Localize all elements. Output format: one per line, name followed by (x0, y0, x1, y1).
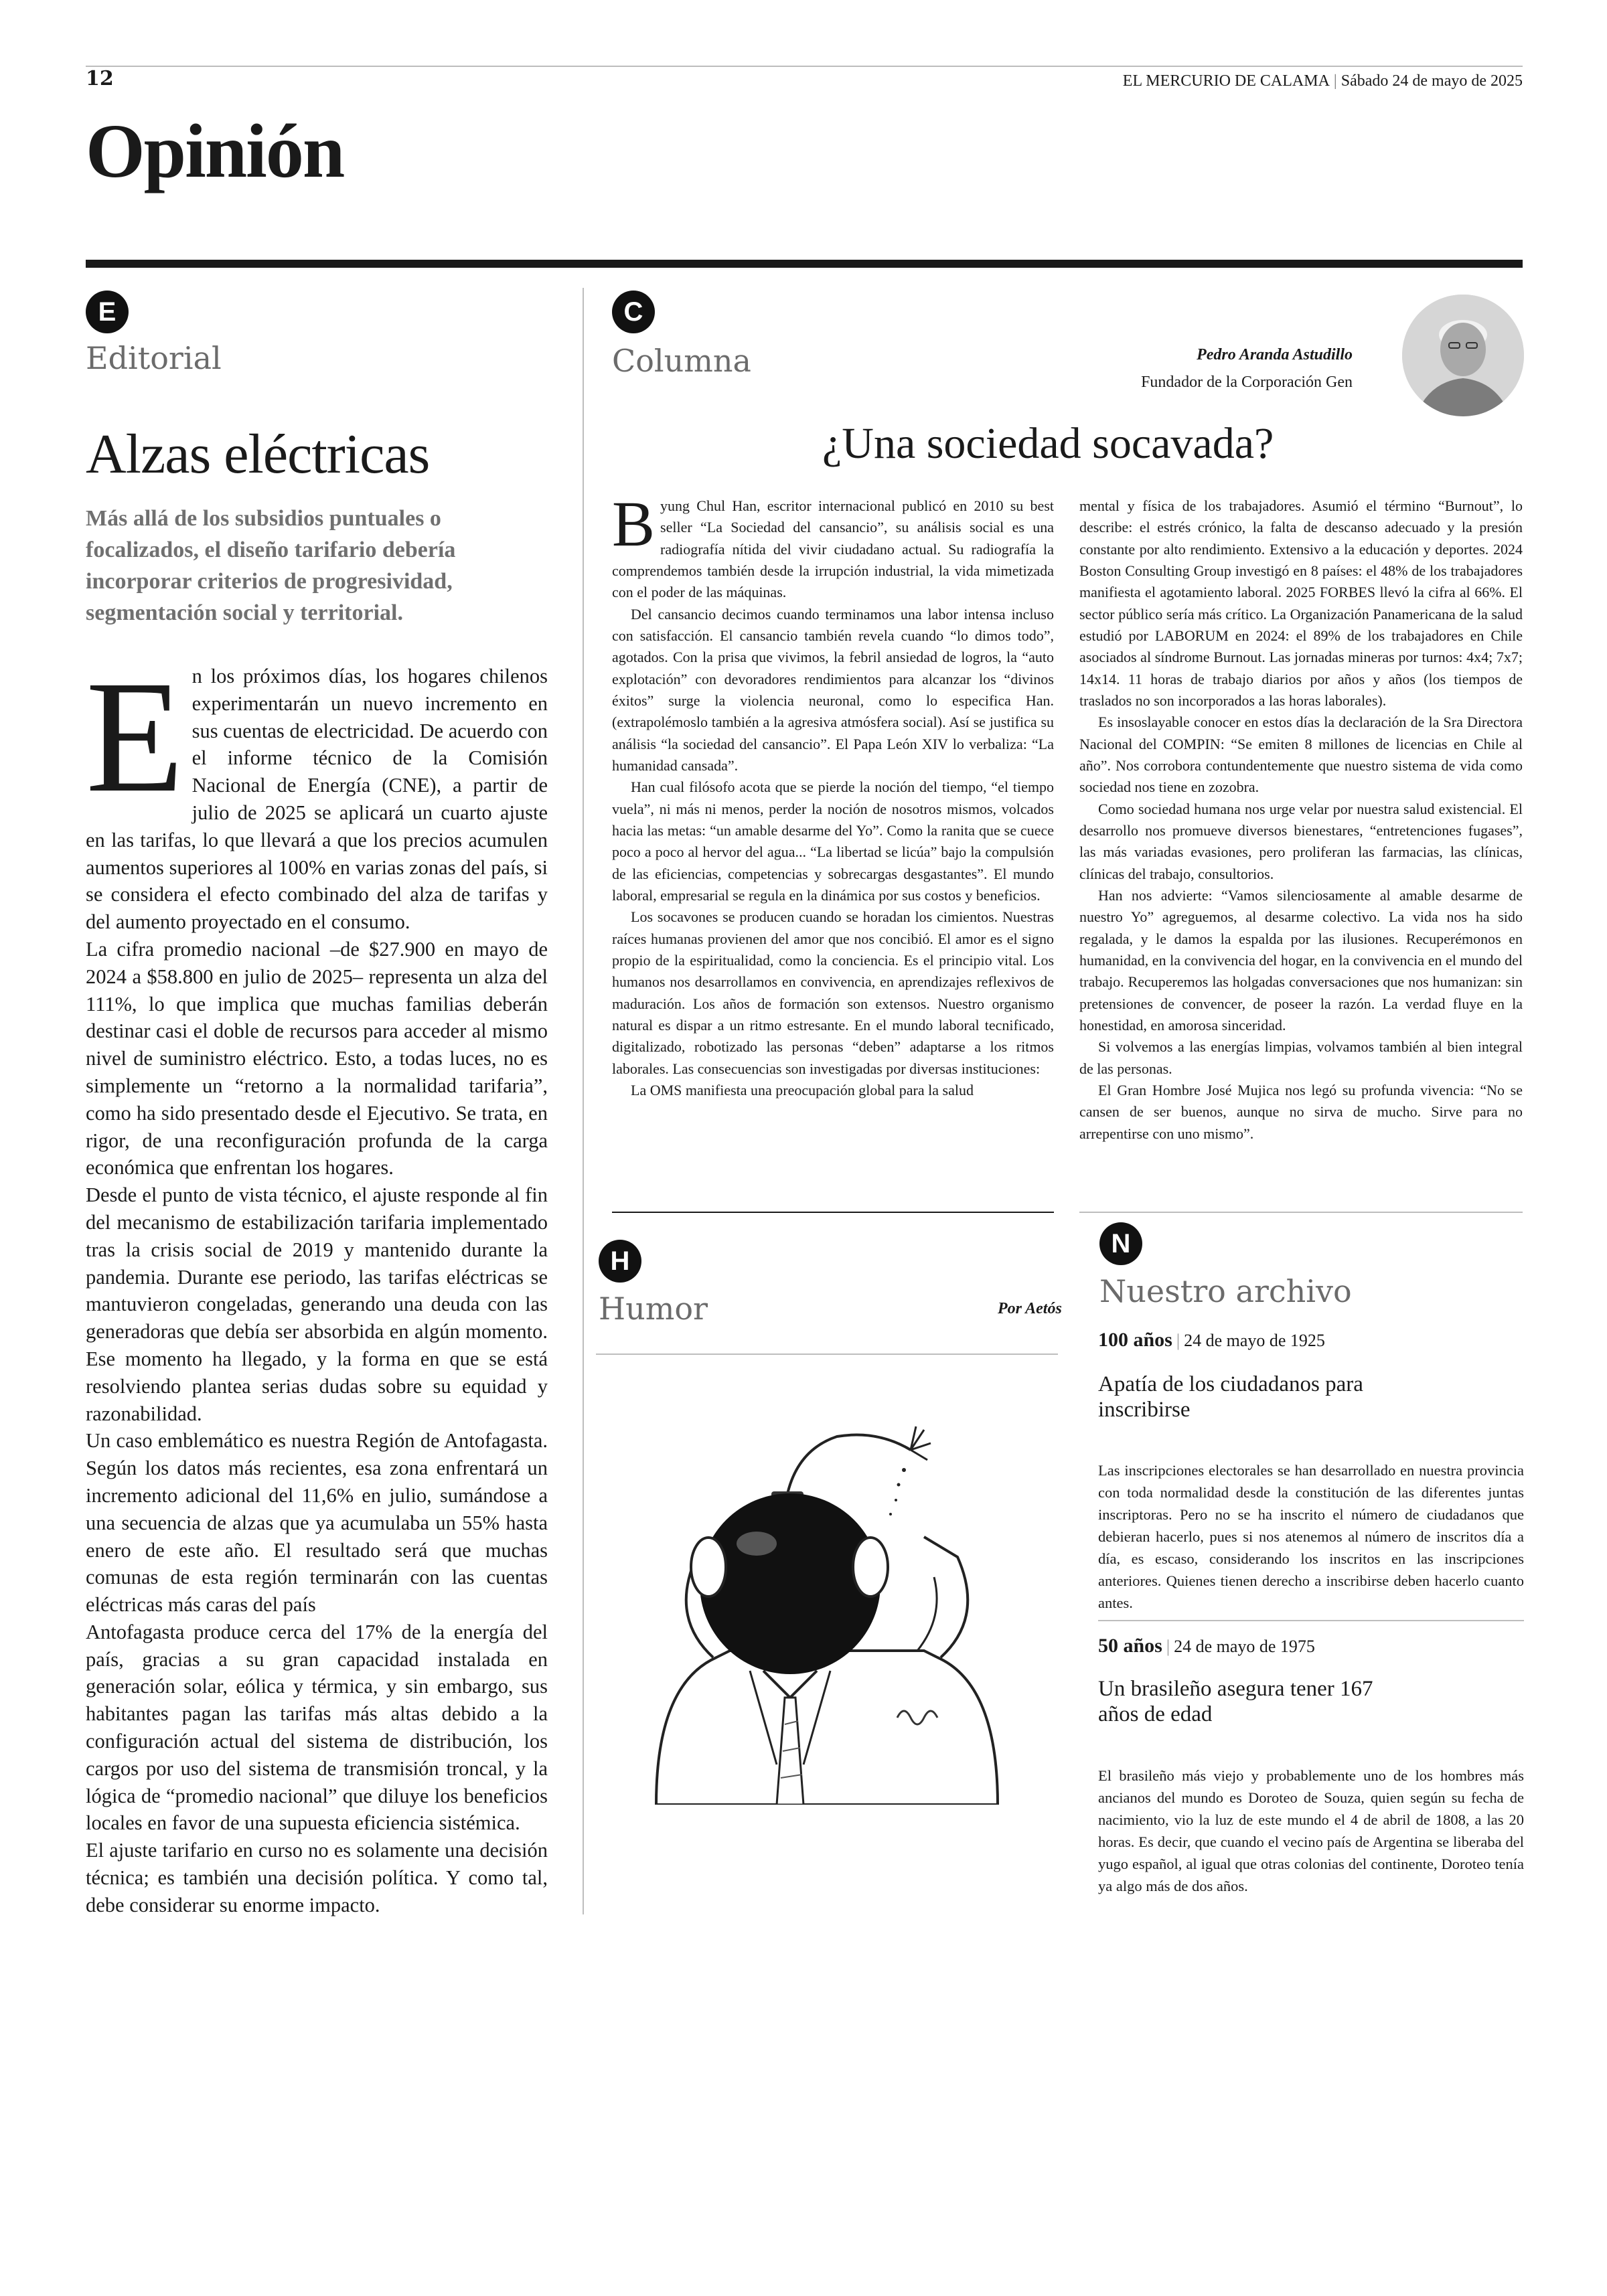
archive-label: Nuestro archivo (1099, 1273, 1352, 1309)
section-rule (86, 260, 1523, 268)
publication-date: Sábado 24 de mayo de 2025 (1341, 72, 1523, 90)
archive-divider (1098, 1620, 1524, 1621)
column-divider (583, 288, 584, 1914)
column-label: Columna (612, 343, 751, 379)
editorial-title: Alzas eléctricas (86, 423, 430, 485)
column-paragraph: Han nos advierte: “Vamos silenciosamente al amable desarme de nuestro Yo” agreguemos, al desarme colectivo. La vida nos ha sido regalada, y le damos la espalda por las ilusiones. Recuperémonos en humanidad, en la convivencia del hogar, en la convivencia en el mundo del trabajo. Recuperemos las holgadas conversaciones que nos humanizan: sin pretensiones de convencer, de poseer la razón. La verdad fluye en la honestidad, en amorosa sinceridad. (1079, 886, 1523, 1034)
archive-item-title: Apatía de los ciudadanos para inscribirse (1098, 1372, 1363, 1422)
column-paragraph: Los socavones se producen cuando se horadan los cimientos. Nuestras raíces humanas provienen del amor que nos concibió. El amor es el signo propio de la espiritualidad, como la conciencia. Es el principio vital. Los humanos nos desarrollamos en convivencia, en aprendizajes reflexivos de maduración. Los años de formación son extensos. Nuestro organismo natural es dispar a un ritmo estresante. En el mundo laboral tecnificado, digitalizado, robotizado las personas “deben” adaptarse a los ritmos laborales. Las consecuencias son investigadas por diversas instituciones: (612, 908, 1054, 1077)
top-rule (86, 66, 1523, 67)
archive-date: 24 de mayo de 1925 (1184, 1331, 1325, 1350)
humor-credit: Por Aetós (998, 1300, 1062, 1317)
editorial-label: Editorial (86, 340, 222, 376)
column-paragraph: La OMS manifiesta una preocupación global para la salud (631, 1081, 974, 1098)
editorial-badge: E (86, 291, 129, 333)
masthead: EL MERCURIO DE CALAMA | Sábado 24 de mayo de 2025 (1122, 72, 1523, 90)
column-paragraph: Como sociedad humana nos urge velar por nuestra salud existencial. El desarrollo nos promueve diversos bienestares, “entretenciones fugases”, las más variadas evasiones, pero proliferan las farmacias, las clínicas, clínicas del trabajo, consultorios. (1079, 800, 1523, 882)
column-author (1141, 341, 1353, 396)
archive-item-text: Las inscripciones electorales se han desarrollado en nuestra provincia con toda normalidad desde la constitución de las diferentes juntas inscriptoras. Pero no se ha inscrito el número de ciudadanos que debieran hacerlo, pues si nos atenemos al número de inscritos día a día, es escaso, considerando los inscritos en las inscripciones anteriores. Quienes tienen derecho a inscribirse deben hacerlo cuanto antes. (1098, 1462, 1524, 1612)
page-number: 12 (86, 67, 114, 90)
archive-item-text: El brasileño más viejo y probablemente uno de los hombres más ancianos del mundo es Doroteo de Souza, quien según su fecha de nacimiento, vio la luz de este mundo el 4 de abril de 1808, a las 20 horas. Es decir, que cuando el vecino país de Argentina se liberaba del yugo español, al igual que otras colonias del continente, Doroteo tenía ya algo más de dos años. (1098, 1767, 1524, 1895)
column-paragraph: yung Chul Han, escritor internacional publicó en 2010 su best seller “La Sociedad del cansancio”, su análisis social es una radiografía nítida del vivir ciudadano actual. Su radiografía la comprendemos también desde la irrupción industrial, la vida mimetizada con el poder de las máquinas. (612, 497, 1054, 601)
archive-item-header: 100 años | 24 de mayo de 1925 (1098, 1329, 1325, 1351)
column-body-right (1079, 495, 1523, 1145)
editorial-paragraph: Un caso emblemático es nuestra Región de Antofagasta. Según los datos más recientes, esa zona enfrentará un incremento adicional del 11,6% en julio, sumándose a una secuencia de alzas que ya acumulaba un 55% hasta enero de este año. El resultado será que muchas comunas de esta región terminarán con las cuentas eléctricas más caras del país (86, 1429, 548, 1617)
author-photo (1402, 295, 1524, 416)
column-end-rule (612, 1212, 1054, 1213)
section-title: Opinión (86, 108, 344, 193)
editorial-paragraph: Antofagasta produce cerca del 17% de la energía del país, gracias a su gran capacidad instalada en generación solar, eólica y térmica, y sin embargo, sus habitantes pagan las tarifas más altas debido a la configuración actual del sistema de distribución, los cargos por uso del sistema de transmisión troncal, y la lógica de “promedio nacional” que diluye los beneficios locales en favor de una supuesta eficiencia sistémica. (86, 1620, 548, 1835)
column-paragraph: mental y física de los trabajadores. Asumió el término “Burnout”, lo describe: el estrés crónico, la falta de descanso adecuado y la presión constante por alto rendimiento. Extensivo a la educación y deportes. 2024 Boston Consulting Group investigó en 8 países: el 48% de los trabajadores manifiesta el agotamiento laboral. 2025 FORBES llevó la cifra al 66%. El sector público sería más crítico. La Organización Panamericana de la salud estudió por LABORUM en 2024: el 89% de los trabajadores en Chile asociados al síndrome Burnout. Las jornadas mineras por turnos: 4x4; 7x7; 14x14. 11 horas de trabajo diarios por años y años (los tiempos de traslados no son incorporados a las horas laborales). (1079, 497, 1523, 709)
humor-cartoon (596, 1336, 1058, 1805)
column-paragraph: Es insoslayable conocer en estos días la declaración de la Sra Directora Nacional del COMPIN: “Se emiten 8 millones de licencias en Chile al año”. Nos corrobora contundentemente que nuestro sistema de vida como sociedad nos tiene en zozobra. (1079, 714, 1523, 796)
editorial-paragraph: El ajuste tarifario en curso no es solamente una decisión técnica; es también una decisión política. Y como tal, debe considerar su enorme impacto. (86, 1839, 548, 1916)
archive-years: 50 años (1098, 1635, 1162, 1657)
column-paragraph: Si volvemos a las energías limpias, volvamos también al bien integral de las personas. (1079, 1038, 1523, 1077)
humor-badge: H (599, 1240, 641, 1283)
editorial-paragraph: Desde el punto de vista técnico, el ajuste responde al fin del mecanismo de estabilización tarifaria implementado tras la crisis social de 2019 y mantenido durante la pandemia. Durante ese periodo, las tarifas eléctricas se mantuvieron congeladas, generando una deuda con las generadoras que debía ser absorbida en algún momento. Ese momento ha llegado, y la forma en que se está resolviendo plantea serias dudas sobre su equidad y razonabilidad. (86, 1183, 548, 1425)
archive-item-header: 50 años | 24 de mayo de 1975 (1098, 1635, 1315, 1657)
bomb-cartoon-illustration (596, 1336, 1058, 1805)
archive-badge: N (1099, 1222, 1142, 1265)
editorial-dropcap: E (86, 647, 184, 825)
column-paragraph: Del cansancio decimos cuando terminamos una labor intensa incluso con satisfacción. El cansancio también revela cuando “lo dimos todo”, agotados. Con la prisa que vivimos, la febril ansiedad de logros, la “auto explotación” con devoradores rendimientos para alcanzar los “divinos éxitos” surge la violencia neuronal, como lo especifica Han. (extrapolémoslo también a la agresiva atmósfera social). Así se justifica su análisis “la sociedad del cansancio”. El Papa León XIV lo verbaliza: “La humanidad cansada”. (612, 605, 1054, 774)
column-body-left (612, 488, 1054, 1101)
column-end-rule (1079, 1212, 1523, 1213)
editorial-body (86, 647, 548, 1919)
column-paragraph: El Gran Hombre José Mujica nos legó su profunda vivencia: “No se cansen de ser buenos, aunque no sirva de mucho. Sirve para no arrepentirse con uno mismo”. (1079, 1081, 1523, 1142)
editorial-paragraph: n los próximos días, los hogares chilenos experimentarán un nuevo incremento en sus cuentas de electricidad. De acuerdo con el informe técnico de la Comisión Nacional de Energía (CNE), a partir de julio de 2025 se aplicará un cuarto ajuste en las tarifas, lo que llevará a que los precios acumulen aumentos superiores al 100% en varias zonas del país, si se considera el efecto combinado del alza de tarifas y del aumento proyectado en el consumo. (86, 665, 548, 934)
humor-label: Humor (599, 1291, 708, 1327)
archive-date: 24 de mayo de 1975 (1174, 1637, 1315, 1656)
newspaper-name: EL MERCURIO DE CALAMA (1122, 72, 1330, 90)
editorial-paragraph: La cifra promedio nacional –de $27.900 en mayo de 2024 a $58.800 en julio de 2025– representa un alza del 111%, lo que implica que muchas familias deberán destinar casi el doble de recursos para acceder al mismo nivel de suministro eléctrico. Esto, a todas luces, no es simplemente un “retorno a la normalidad tarifaria”, como ha sido presentado desde el Ejecutivo. Se trata, en rigor, de una reconfiguración profunda de la carga económica que enfrentan los hogares. (86, 937, 548, 1179)
author-role: Fundador de la Corporación Gen (1141, 373, 1353, 391)
column-paragraph: Han cual filósofo acota que se pierde la noción del tiempo, “el tiempo vuela”, ni más ni menos, perder la noción de nosotros mismos, volcados hacia las metas: “un amable desarme del Yo”. Como la ranita que se cuece poco a poco al hervor del agua... “La libertad se licúa” bajo la compulsión de las eficiencias, competencias y sobrecargas desgastantes”. El mundo laboral, empresarial se regula en la dinámica por sus costos y beneficios. (612, 778, 1054, 904)
column-dropcap: B (612, 488, 656, 560)
editorial-lede: Más allá de los subsidios puntuales o focalizados, el diseño tarifario debería incorporar criterios de progresividad, segmentación social y territorial. (86, 506, 456, 625)
author-name: Pedro Aranda Astudillo (1197, 346, 1353, 363)
archive-item-title: Un brasileño asegura tener 167 años de edad (1098, 1677, 1373, 1726)
archive-years: 100 años (1098, 1329, 1172, 1351)
column-title: ¿Una sociedad socavada? (822, 419, 1274, 468)
column-badge: C (612, 291, 655, 333)
